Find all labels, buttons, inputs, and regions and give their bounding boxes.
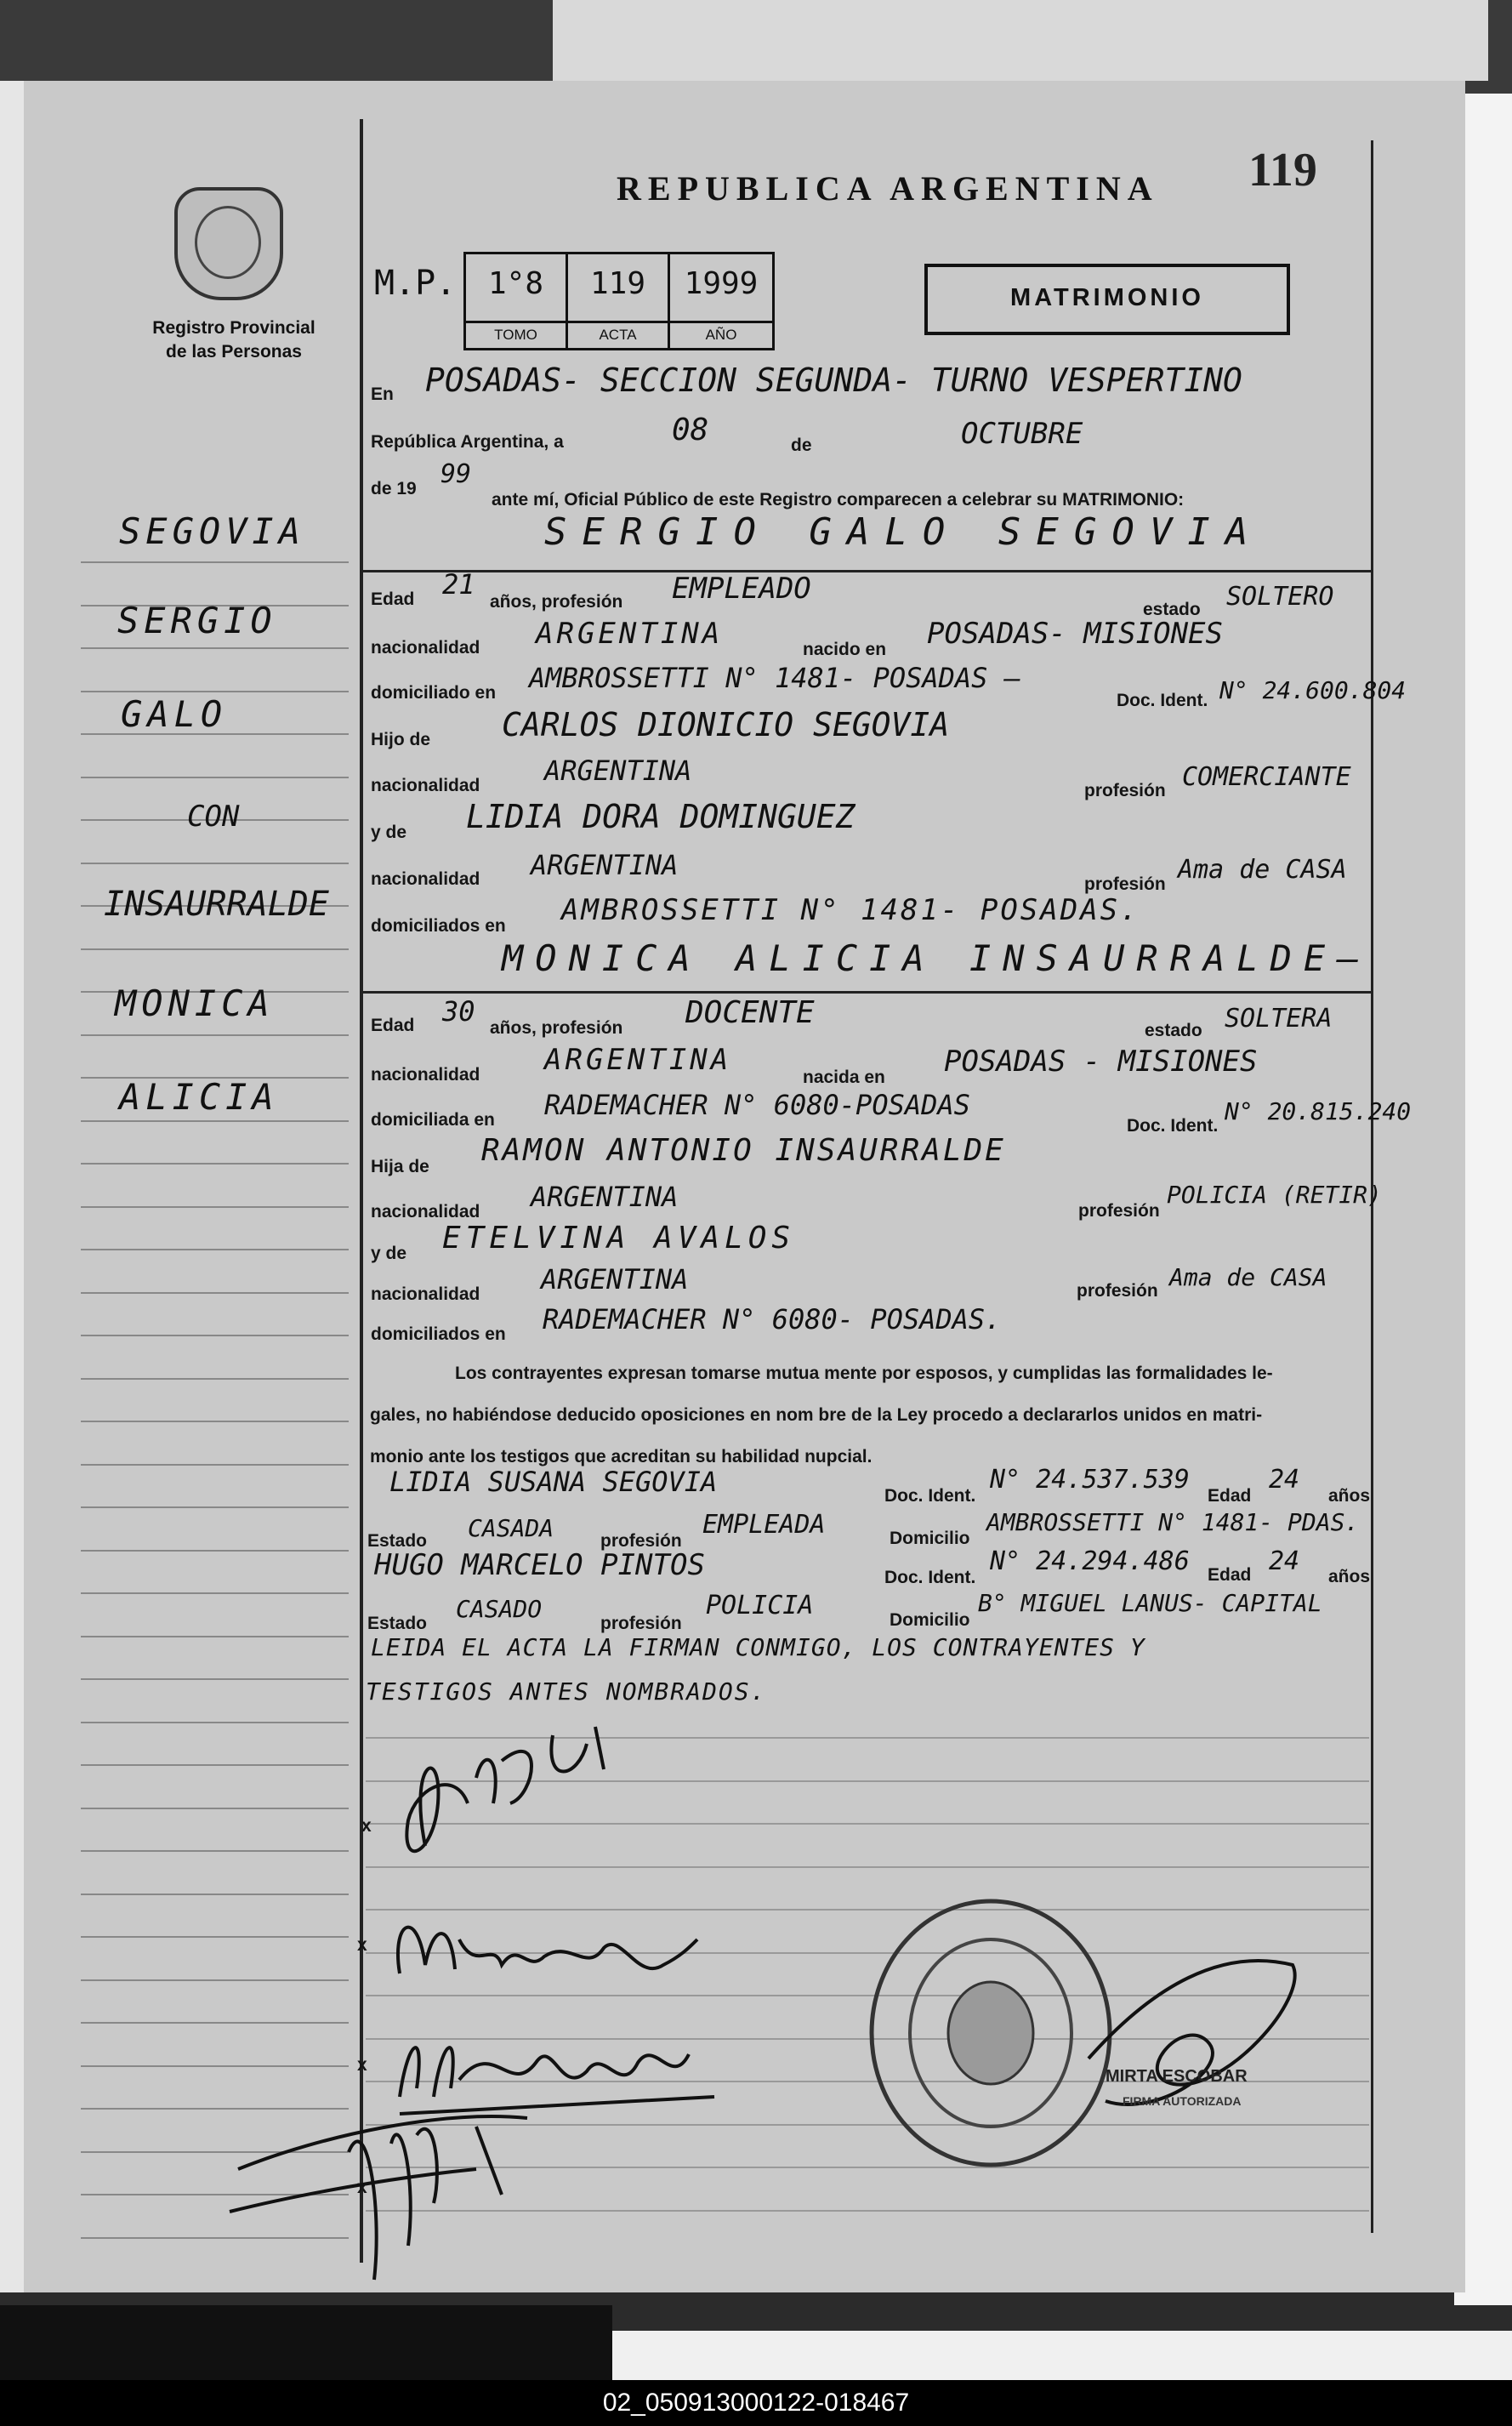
margin-ruled-line bbox=[81, 2022, 349, 2024]
closing-line2: TESTIGOS ANTES NOMBRADOS. bbox=[366, 1677, 767, 1706]
signature-mark-3: x bbox=[357, 2055, 367, 2075]
witness2-address: B° MIGUEL LANUS- CAPITAL bbox=[978, 1589, 1322, 1617]
margin-ruled-line bbox=[81, 1979, 349, 1981]
margin-ruled-line bbox=[81, 1421, 349, 1422]
margin-ruled-line bbox=[81, 1808, 349, 1809]
margin-ruled-line bbox=[81, 1206, 349, 1208]
witness2-anos-label: años bbox=[1328, 1567, 1371, 1586]
groom-age: 21 bbox=[442, 568, 475, 601]
margin-bride-surname: INSAURRALDE bbox=[104, 885, 329, 924]
margin-ruled-line bbox=[81, 1550, 349, 1552]
margin-bride-name: MONICA bbox=[115, 982, 275, 1024]
witness1-doc: N° 24.537.539 bbox=[990, 1465, 1190, 1495]
groom-name: SERGIO GALO SEGOVIA bbox=[544, 510, 1264, 554]
signature-mark-1: x bbox=[361, 1816, 372, 1836]
registry-name-line1: Registro Provincial bbox=[152, 318, 315, 338]
margin-ruled-line bbox=[81, 647, 349, 649]
declaration-line3: monio ante los testigos que acreditan su habilidad nupcial. bbox=[370, 1447, 873, 1466]
margin-ruled-line bbox=[81, 1464, 349, 1466]
witness1-address: AMBROSSETTI N° 1481- PDAS. bbox=[986, 1508, 1360, 1536]
bride-estado-label: estado bbox=[1145, 1021, 1202, 1040]
witness2-edad-label: Edad bbox=[1208, 1565, 1252, 1585]
margin-bride-middle: ALICIA bbox=[119, 1076, 279, 1118]
margin-ruled-line bbox=[81, 1636, 349, 1637]
margin-ruled-line bbox=[81, 1722, 349, 1723]
bride-mother-nat-label: nacionalidad bbox=[371, 1284, 480, 1304]
image-caption: 02_050913000122-018467 bbox=[602, 2389, 910, 2417]
bride-birthplace: POSADAS - MISIONES bbox=[944, 1045, 1258, 1079]
groom-father: CARLOS DIONICIO SEGOVIA bbox=[502, 706, 950, 743]
official-name: MIRTA ESCOBAR bbox=[1106, 2067, 1248, 2086]
document-type: MATRIMONIO bbox=[1010, 284, 1204, 311]
background-paper-edge bbox=[553, 0, 1488, 81]
margin-ruled-line bbox=[81, 1936, 349, 1938]
groom-dom-label: domiciliado en bbox=[371, 683, 497, 703]
witness1-dom-label: Domicilio bbox=[890, 1529, 970, 1548]
margin-first-name: SERGIO bbox=[117, 600, 277, 641]
marriage-month: OCTUBRE bbox=[961, 417, 1083, 451]
official-title: FIRMA AUTORIZADA bbox=[1123, 2094, 1242, 2108]
bride-parents-address: RADEMACHER N° 6080- POSADAS. bbox=[543, 1303, 1002, 1335]
witness1-age: 24 bbox=[1269, 1465, 1300, 1495]
bride-mother-profession: Ama de CASA bbox=[1169, 1263, 1327, 1291]
bride-name: MONICA ALICIA INSAURRALDE— bbox=[502, 937, 1371, 979]
groom-parents-address: AMBROSSETTI N° 1481- POSADAS. bbox=[561, 893, 1140, 927]
bride-edad-label: Edad bbox=[371, 1016, 415, 1035]
margin-ruled-line bbox=[81, 2065, 349, 2067]
bride-estado: SOLTERA bbox=[1225, 1004, 1333, 1034]
bride-mother: ETELVINA AVALOS bbox=[442, 1221, 796, 1256]
margin-ruled-line bbox=[81, 1894, 349, 1895]
margin-ruled-line bbox=[81, 1764, 349, 1766]
bride-address: RADEMACHER N° 6080-POSADAS bbox=[544, 1089, 970, 1121]
margin-ruled-line bbox=[81, 948, 349, 950]
witness1-name: LIDIA SUSANA SEGOVIA bbox=[389, 1466, 718, 1498]
groom-nacido-label: nacido en bbox=[803, 640, 887, 659]
bride-separator bbox=[363, 991, 1371, 994]
margin-ruled-line bbox=[81, 1034, 349, 1036]
bride-doc: N° 20.815.240 bbox=[1225, 1097, 1412, 1125]
margin-ruled-line bbox=[81, 777, 349, 778]
ano-cell bbox=[670, 254, 772, 348]
groom-estado: SOLTERO bbox=[1226, 582, 1334, 612]
margin-ruled-line bbox=[81, 1378, 349, 1380]
margin-surname: SEGOVIA bbox=[119, 510, 306, 552]
groom-father-prof-label: profesión bbox=[1084, 781, 1166, 800]
appearance-statement: ante mí, Oficial Público de este Registro comparecen a celebrar su MATRIMONIO: bbox=[492, 490, 1185, 510]
bride-age: 30 bbox=[442, 995, 475, 1028]
groom-birthplace: POSADAS- MISIONES bbox=[927, 617, 1223, 651]
groom-father-nat-label: nacionalidad bbox=[371, 776, 480, 795]
groom-profession: EMPLEADO bbox=[672, 572, 811, 606]
witness1-estado: CASADA bbox=[468, 1514, 554, 1542]
margin-ruled-line bbox=[81, 691, 349, 692]
groom-yde-label: y de bbox=[371, 823, 407, 842]
bride-father-profession: POLICIA (RETIR) bbox=[1167, 1181, 1382, 1209]
bride-father-nationality: ARGENTINA bbox=[531, 1181, 679, 1213]
reference-box bbox=[463, 252, 775, 350]
groom-mother: LIDIA DORA DOMINGUEZ bbox=[466, 798, 855, 835]
page-number: 119 bbox=[1248, 144, 1317, 196]
bride-parents-dom-label: domiciliados en bbox=[371, 1324, 506, 1344]
bride-hija-label: Hija de bbox=[371, 1157, 429, 1176]
groom-doc: N° 24.600.804 bbox=[1219, 676, 1407, 704]
signature-witness2 bbox=[221, 2076, 578, 2288]
marriage-day: 08 bbox=[672, 413, 709, 447]
bride-anos-label: años, profesión bbox=[490, 1018, 623, 1038]
declaration-line2: gales, no habiéndose deducido oposiciones en nom bre de la Ley procedo a declararlos unidos en matri- bbox=[370, 1405, 1263, 1425]
groom-parents-dom-label: domiciliados en bbox=[371, 916, 506, 936]
groom-mother-nationality: ARGENTINA bbox=[531, 849, 679, 881]
margin-ruled-line bbox=[81, 1120, 349, 1122]
groom-mother-nat-label: nacionalidad bbox=[371, 869, 480, 889]
witness1-profession: EMPLEADA bbox=[702, 1510, 826, 1540]
signature-mark-4: x bbox=[357, 2178, 367, 2197]
margin-ruled-line bbox=[81, 1850, 349, 1852]
margin-ruled-line bbox=[81, 1335, 349, 1336]
closing-line1: LEIDA EL ACTA LA FIRMAN CONMIGO, LOS CONTRAYENTES Y bbox=[371, 1633, 1145, 1661]
mp-label: M.P. bbox=[374, 264, 457, 303]
ano-value: 1999 bbox=[684, 266, 759, 301]
margin-ruled-line bbox=[81, 1592, 349, 1594]
bride-nat-label: nacionalidad bbox=[371, 1065, 480, 1085]
groom-nat-label: nacionalidad bbox=[371, 638, 480, 658]
groom-hijo-label: Hijo de bbox=[371, 730, 431, 749]
bride-dom-label: domiciliada en bbox=[371, 1110, 495, 1130]
witness2-name: HUGO MARCELO PINTOS bbox=[374, 1548, 705, 1582]
groom-edad-label: Edad bbox=[371, 589, 415, 609]
coat-of-arms-icon bbox=[174, 187, 283, 300]
margin-ruled-line bbox=[81, 1678, 349, 1680]
witness2-dom-label: Domicilio bbox=[890, 1610, 970, 1630]
groom-anos-label: años, profesión bbox=[490, 592, 623, 612]
groom-address: AMBROSSETTI N° 1481- POSADAS — bbox=[529, 662, 1020, 694]
document-type-box bbox=[924, 264, 1290, 335]
witness2-doc: N° 24.294.486 bbox=[990, 1546, 1190, 1576]
witness1-edad-label: Edad bbox=[1208, 1486, 1252, 1506]
acta-label: ACTA bbox=[568, 321, 668, 344]
tomo-value: 1°8 bbox=[487, 266, 544, 301]
margin-ruled-line bbox=[81, 1163, 349, 1165]
bride-nationality: ARGENTINA bbox=[544, 1043, 732, 1077]
witness2-profession: POLICIA bbox=[706, 1591, 814, 1620]
bride-father-nat-label: nacionalidad bbox=[371, 1202, 480, 1222]
declaration-line1: Los contrayentes expresan tomarse mutua mente por esposos, y cumplidas las formalidades le- bbox=[455, 1364, 1273, 1383]
tomo-label: TOMO bbox=[466, 321, 566, 344]
bride-nacida-label: nacida en bbox=[803, 1068, 885, 1087]
witness1-anos-label: años bbox=[1328, 1486, 1371, 1506]
witness2-estado-label: Estado bbox=[367, 1614, 428, 1633]
groom-estado-label: estado bbox=[1143, 600, 1201, 619]
signature-bride bbox=[383, 1888, 706, 2007]
groom-nationality: ARGENTINA bbox=[536, 617, 724, 651]
witness2-doc-label: Doc. Ident. bbox=[884, 1568, 976, 1587]
margin-con: CON bbox=[187, 800, 240, 834]
witness2-prof-label: profesión bbox=[600, 1614, 682, 1633]
groom-mother-profession: Ama de CASA bbox=[1178, 855, 1347, 885]
margin-ruled-line bbox=[81, 1249, 349, 1250]
bride-yde-label: y de bbox=[371, 1244, 407, 1263]
witness1-prof-label: profesión bbox=[600, 1531, 682, 1551]
bride-doc-label: Doc. Ident. bbox=[1127, 1116, 1219, 1136]
registry-name bbox=[136, 316, 332, 364]
margin-middle-name: GALO bbox=[121, 693, 228, 735]
groom-father-profession: COMERCIANTE bbox=[1182, 762, 1351, 792]
year-suffix: 99 bbox=[441, 459, 472, 489]
groom-mother-prof-label: profesión bbox=[1084, 874, 1166, 894]
margin-ruled-line bbox=[81, 863, 349, 864]
groom-father-nationality: ARGENTINA bbox=[544, 755, 692, 787]
tomo-cell bbox=[466, 254, 568, 348]
signature-mark-2: x bbox=[357, 1935, 367, 1955]
bride-mother-nationality: ARGENTINA bbox=[541, 1263, 689, 1296]
en-label: En bbox=[371, 384, 394, 404]
bride-father-prof-label: profesión bbox=[1078, 1201, 1160, 1221]
margin-ruled-line bbox=[81, 1506, 349, 1508]
bride-profession: DOCENTE bbox=[685, 995, 815, 1030]
declaration-text bbox=[370, 1353, 1369, 1478]
republica-label: República Argentina, a bbox=[371, 432, 564, 452]
registry-name-line2: de las Personas bbox=[166, 342, 302, 362]
place-of-marriage: POSADAS- SECCION SEGUNDA- TURNO VESPERTINO bbox=[425, 362, 1242, 399]
bride-father: RAMON ANTONIO INSAURRALDE bbox=[481, 1133, 1006, 1168]
witness1-doc-label: Doc. Ident. bbox=[884, 1486, 976, 1506]
witness1-estado-label: Estado bbox=[367, 1531, 428, 1551]
margin-ruled-line bbox=[81, 1292, 349, 1294]
witness2-estado: CASADO bbox=[456, 1595, 543, 1623]
ano-label: AÑO bbox=[670, 321, 772, 344]
acta-value: 119 bbox=[589, 266, 646, 301]
book-spine bbox=[0, 81, 24, 2292]
margin-ruled-line bbox=[81, 561, 349, 563]
bride-mother-prof-label: profesión bbox=[1077, 1281, 1158, 1301]
de-label: de bbox=[791, 436, 812, 455]
groom-doc-label: Doc. Ident. bbox=[1117, 691, 1208, 710]
witness2-age: 24 bbox=[1269, 1546, 1300, 1576]
groom-separator bbox=[363, 570, 1371, 572]
country-title: REPUBLICA ARGENTINA bbox=[617, 169, 1159, 208]
year-prefix: de 19 bbox=[371, 479, 417, 498]
signature-groom bbox=[374, 1710, 646, 1880]
acta-cell bbox=[568, 254, 670, 348]
